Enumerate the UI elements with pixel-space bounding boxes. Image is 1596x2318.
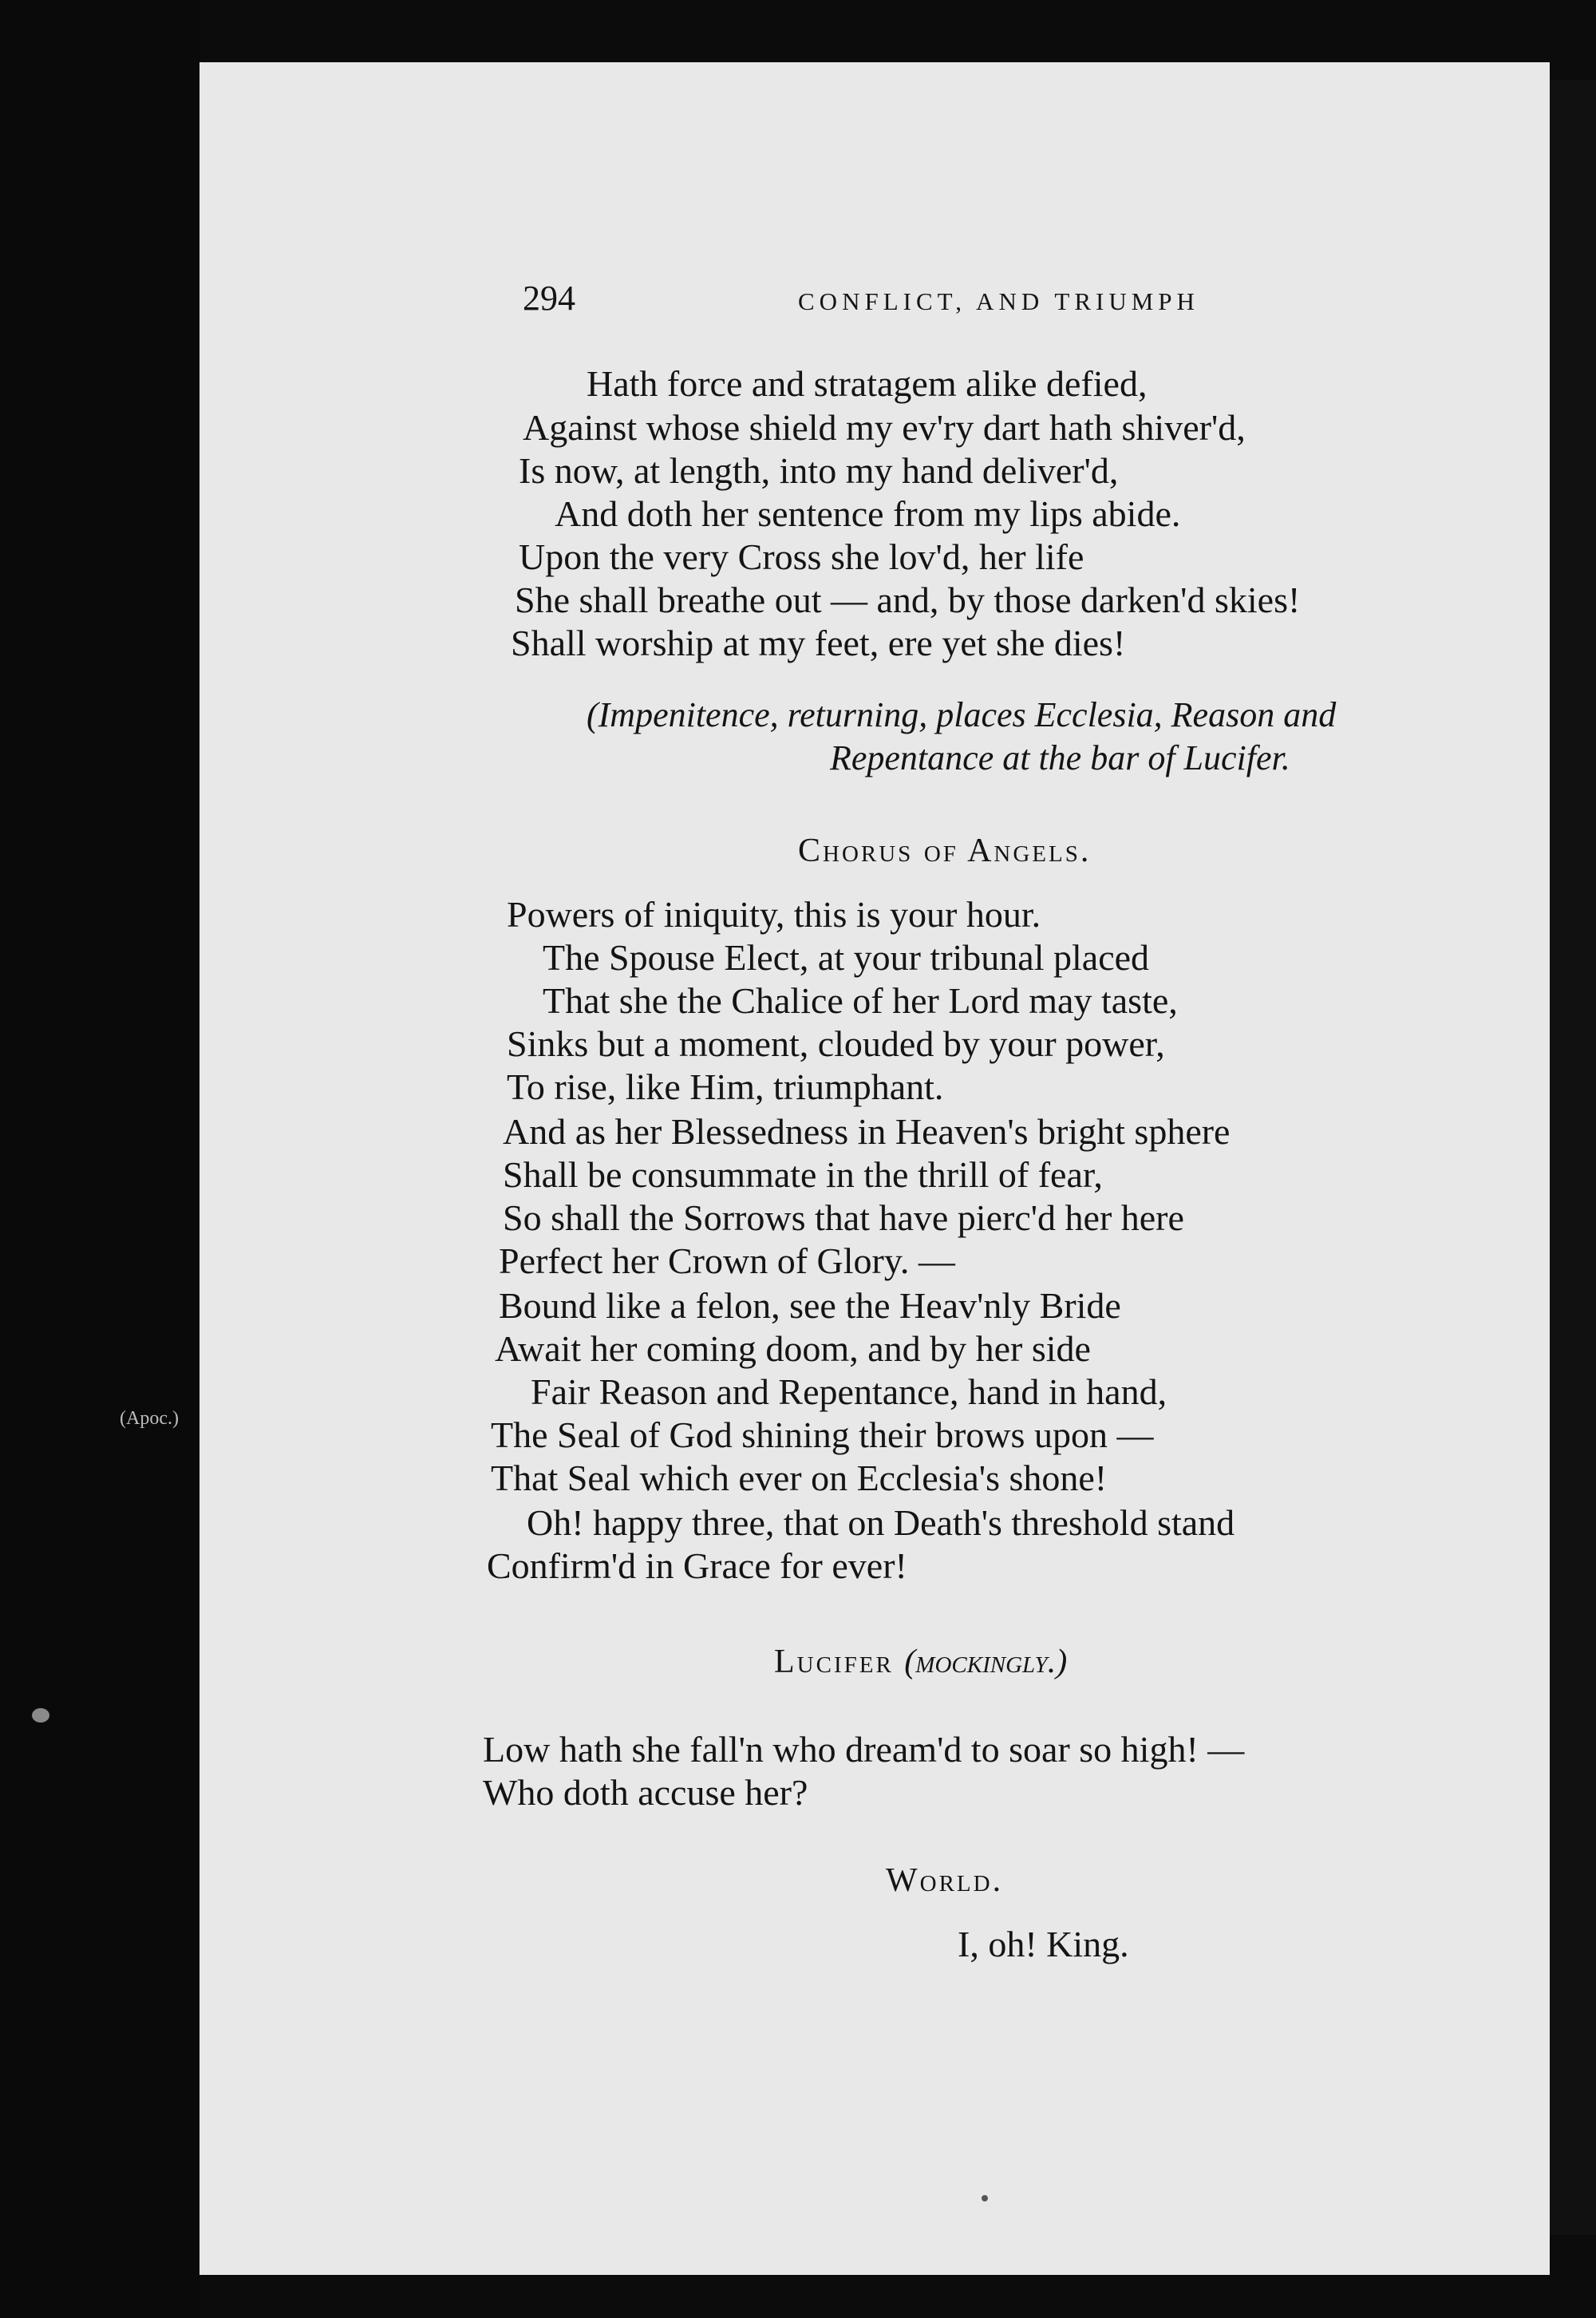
verse-line: Shall worship at my feet, ere yet she dies! — [511, 623, 1126, 663]
speaker-heading-lucifer — [774, 1640, 1067, 1684]
verse-line: Against whose shield my ev'ry dart hath shiver'd, — [523, 407, 1246, 448]
speaker-heading-world: World. — [886, 1862, 1004, 1899]
verse-line: And as her Blessedness in Heaven's bright sphere — [503, 1111, 1231, 1152]
verse-line: Low hath she fall'n who dream'd to soar so high! — — [483, 1729, 1245, 1770]
verse-line: Fair Reason and Repentance, hand in hand, — [531, 1371, 1167, 1412]
speaker-name: Lucifer — [774, 1644, 894, 1680]
verse-line: Shall be consummate in the thrill of fear, — [503, 1154, 1103, 1195]
speaker-direction: (mockingly.) — [904, 1644, 1068, 1680]
verse-line: I, oh! King. — [958, 1924, 1129, 1964]
dust-speck — [32, 1708, 49, 1723]
book-page — [200, 62, 1550, 2275]
verse-line: Who doth accuse her? — [483, 1772, 808, 1813]
verse-line: Hath force and stratagem alike defied, — [587, 363, 1148, 404]
page-header — [200, 278, 1550, 326]
verse-line: That she the Chalice of her Lord may taste, — [543, 980, 1178, 1021]
verse-line: That Seal which ever on Ecclesia's shone! — [491, 1458, 1108, 1498]
verse-line: And doth her sentence from my lips abide. — [555, 493, 1181, 534]
verse-line: To rise, like Him, triumphant. — [507, 1066, 944, 1107]
verse-line: So shall the Sorrows that have pierc'd her here — [503, 1197, 1184, 1238]
verse-line: She shall breathe out — and, by those darken'd skies! — [515, 580, 1301, 620]
verse-line: Perfect her Crown of Glory. — — [499, 1240, 955, 1281]
margin-note: (Apoc.) — [120, 1408, 179, 1429]
page-number: 294 — [523, 279, 575, 318]
verse-line: Await her coming doom, and by her side — [495, 1328, 1091, 1369]
verse-line: Is now, at length, into my hand deliver'd, — [519, 450, 1119, 491]
verse-line: Powers of iniquity, this is your hour. — [507, 894, 1041, 935]
verse-line: Upon the very Cross she lov'd, her life — [519, 536, 1084, 577]
running-title: CONFLICT, AND TRIUMPH — [798, 287, 1199, 315]
verse-line: Bound like a felon, see the Heav'nly Bride — [499, 1285, 1121, 1326]
stage-direction-line: Repentance at the bar of Lucifer. — [830, 738, 1290, 777]
verse-line: Confirm'd in Grace for ever! — [487, 1545, 907, 1586]
speaker-heading-chorus: Chorus of Angels. — [798, 833, 1092, 869]
book-binding — [0, 0, 200, 2318]
verse-line: The Seal of God shining their brows upon — — [491, 1414, 1154, 1455]
verse-line: Sinks but a moment, clouded by your power, — [507, 1023, 1165, 1064]
verse-line: The Spouse Elect, at your tribunal placed — [543, 937, 1150, 978]
verse-line: Oh! happy three, that on Death's threshold stand — [527, 1502, 1235, 1543]
dust-speck — [982, 2195, 988, 2201]
page-edge-shadow — [1550, 80, 1596, 2235]
stage-direction-line: (Impenitence, returning, places Ecclesia, Reason and — [587, 695, 1337, 734]
